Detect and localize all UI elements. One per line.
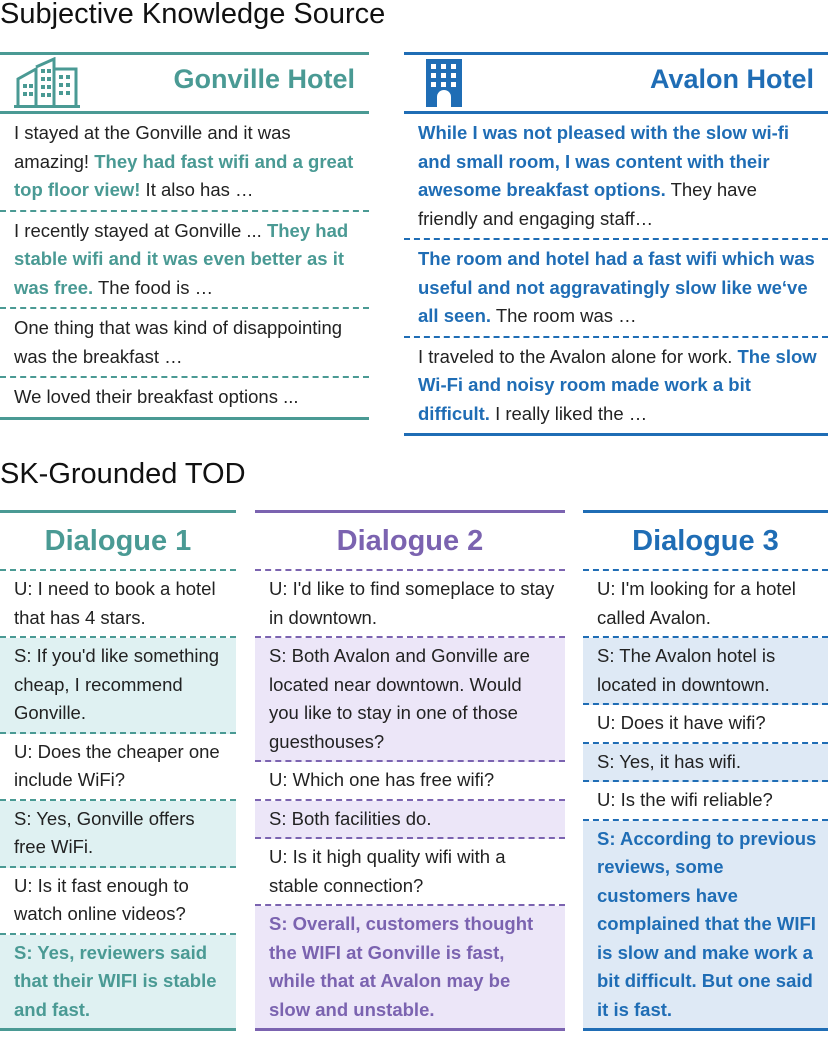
dialogue-3-title: Dialogue 3 — [583, 510, 828, 571]
hotel-building-icon — [424, 57, 464, 114]
dialogue-3-column — [583, 510, 828, 1031]
avalon-panel — [404, 52, 828, 436]
system-turn: S: Overall, customers thought the WIFI at Gonville is fast, while that at Avalon may be slow and unstable. — [255, 906, 565, 1031]
review-text: I stayed at the Gonville and it was amazing! — [14, 122, 291, 172]
system-turn: S: If you'd like something cheap, I recommend Gonville. — [0, 638, 236, 734]
system-turn: S: Yes, it has wifi. — [583, 744, 828, 783]
review-text: They have friendly and engaging staff… — [418, 179, 757, 229]
gonville-review — [0, 378, 369, 420]
gonville-review — [0, 309, 369, 378]
avalon-header — [404, 52, 828, 114]
dialogue-2-title: Dialogue 2 — [255, 510, 565, 571]
user-turn: U: I'd like to find someplace to stay in downtown. — [255, 571, 565, 638]
system-turn: S: According to previous reviews, some customers have complained that the WIFI is slow and make work a bit difficult. But one said it is fast. — [583, 821, 828, 1032]
system-turn: S: Both facilities do. — [255, 801, 565, 840]
review-text: I recently stayed at Gonville ... — [14, 219, 267, 241]
review-text: The room was … — [491, 305, 637, 326]
buildings-icon — [14, 57, 80, 114]
dialogue-2-column — [255, 510, 565, 1031]
user-turn: U: Is it high quality wifi with a stable connection? — [255, 839, 565, 906]
dialogue-1-title: Dialogue 1 — [0, 510, 236, 571]
avalon-review — [404, 240, 828, 338]
review-text: We loved their breakfast options ... — [14, 386, 299, 407]
avalon-review — [404, 338, 828, 437]
review-text: One thing that was kind of disappointing was the breakfast … — [14, 317, 343, 367]
system-turn: S: Yes, reviewers said that their WIFI is stable and fast. — [0, 935, 236, 1032]
user-turn: U: Does the cheaper one include WiFi? — [0, 734, 236, 801]
review-highlight: While I was not pleased with the slow wi-fi and small room, I was content with their awesome breakfast options. — [418, 122, 790, 200]
review-highlight: They had stable wifi and it was even better as it was free. — [14, 219, 349, 298]
gonville-panel — [0, 52, 369, 420]
section-title-sk-grounded-tod: SK-Grounded TOD — [0, 458, 246, 490]
avalon-review — [404, 114, 828, 240]
user-turn: U: Which one has free wifi? — [255, 762, 565, 801]
user-turn: U: I'm looking for a hotel called Avalon. — [583, 571, 828, 638]
review-text: I traveled to the Avalon alone for work. — [418, 345, 738, 367]
system-turn: S: Both Avalon and Gonville are located near downtown. Would you like to stay in one of those guesthouses? — [255, 638, 565, 762]
user-turn: U: Does it have wifi? — [583, 705, 828, 744]
user-turn: U: Is the wifi reliable? — [583, 782, 828, 821]
gonville-review — [0, 114, 369, 212]
review-highlight: The room and hotel had a fast wifi which was useful and not aggravatingly slow like we‘ve all seen. — [418, 248, 815, 326]
system-turn: S: Yes, Gonville offers free WiFi. — [0, 801, 236, 868]
review-highlight: The slow Wi-Fi and noisy room made work a bit difficult. — [418, 345, 817, 424]
section-title-knowledge-source: Subjective Knowledge Source — [0, 0, 386, 30]
user-turn: U: I need to book a hotel that has 4 stars. — [0, 571, 236, 638]
system-turn: S: The Avalon hotel is located in downtown. — [583, 638, 828, 705]
review-highlight: They had fast wifi and a great top floor view! — [14, 150, 354, 200]
review-text: I really liked the … — [489, 402, 648, 424]
gonville-hotel-name: Gonville Hotel — [173, 64, 355, 94]
avalon-hotel-name: Avalon Hotel — [649, 64, 814, 94]
user-turn: U: Is it fast enough to watch online videos? — [0, 868, 236, 935]
gonville-review — [0, 212, 369, 310]
gonville-header — [0, 52, 369, 114]
dialogue-1-column — [0, 510, 236, 1031]
review-text: The food is … — [93, 276, 214, 298]
review-text: It also has … — [140, 179, 254, 200]
